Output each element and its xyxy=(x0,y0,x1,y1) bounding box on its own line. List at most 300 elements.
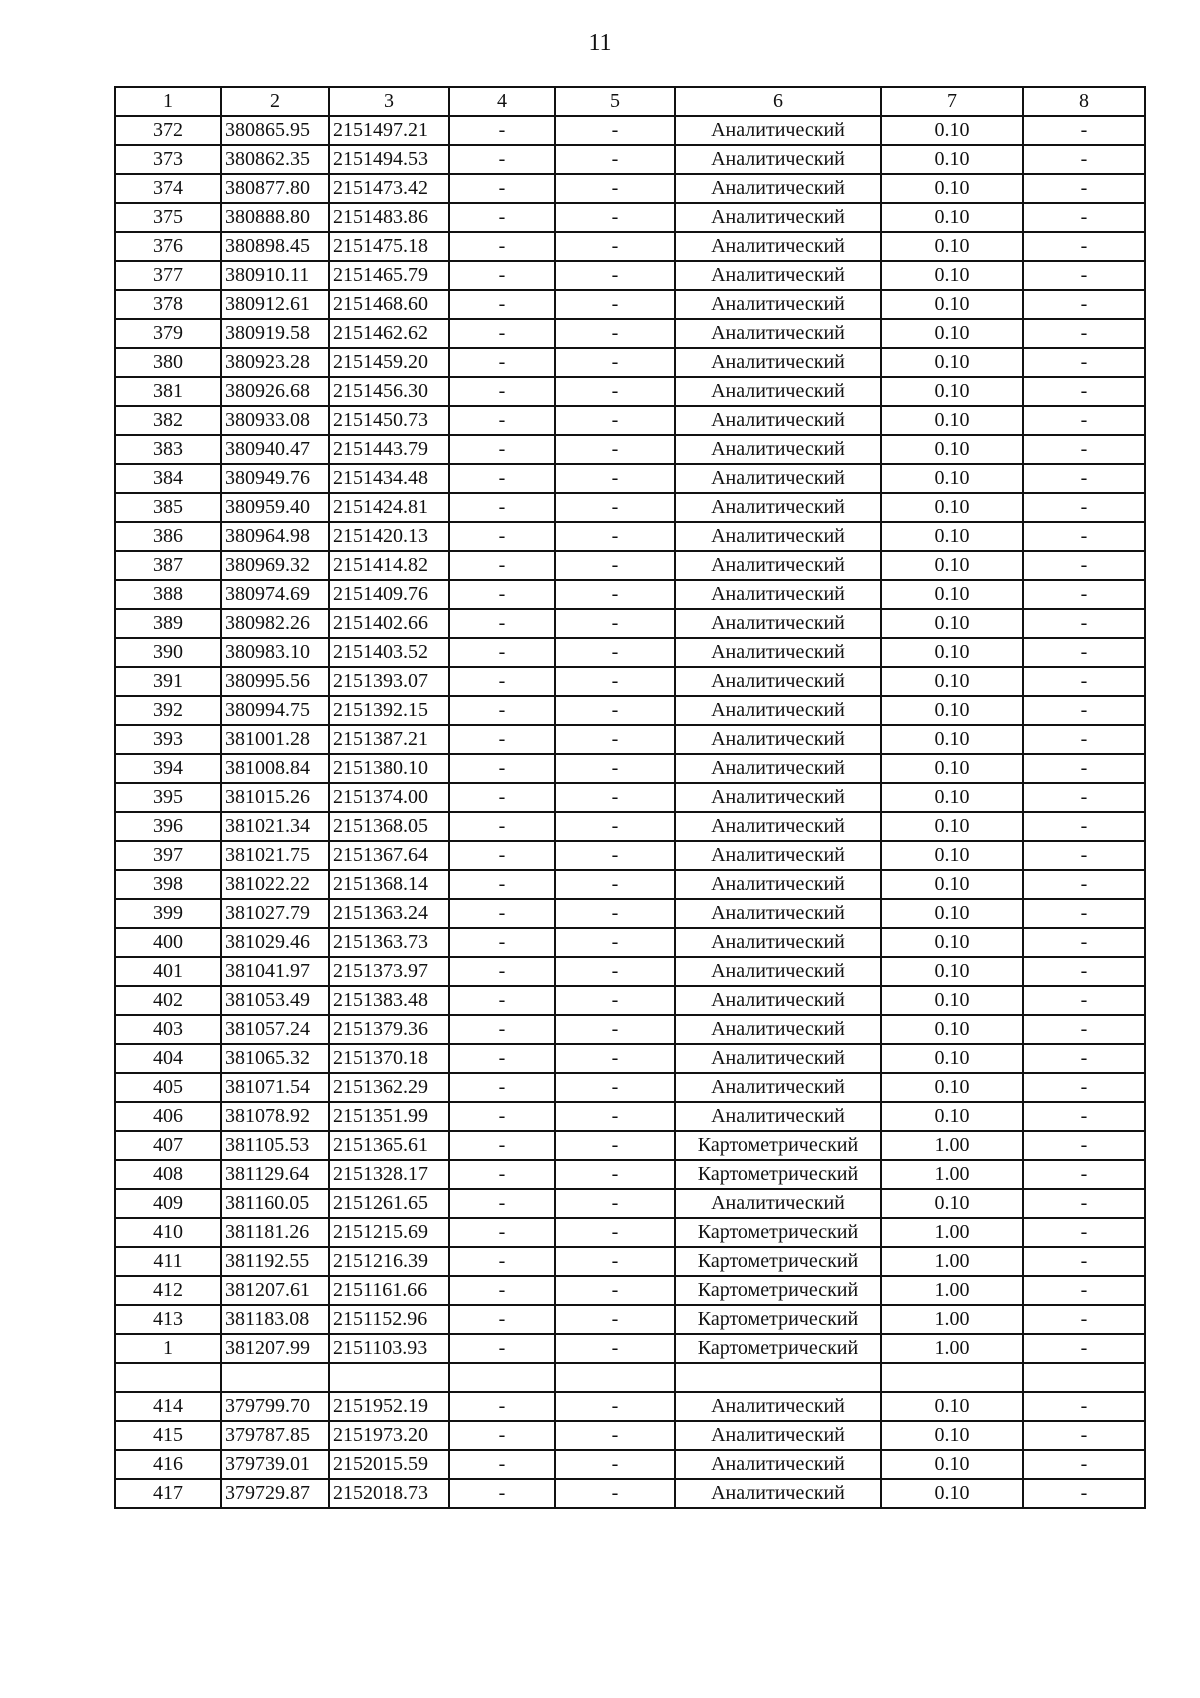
method-cell: Аналитический xyxy=(675,406,881,435)
col-8-value-cell: - xyxy=(1023,174,1145,203)
y-coordinate-cell: 2151383.48 xyxy=(329,986,449,1015)
col-8-value-cell: - xyxy=(1023,145,1145,174)
method-cell: Аналитический xyxy=(675,1450,881,1479)
table-row xyxy=(115,609,1145,638)
col-8-value-cell: - xyxy=(1023,1044,1145,1073)
col-4-value-cell: - xyxy=(449,348,555,377)
col-8-value-cell: - xyxy=(1023,696,1145,725)
x-coordinate-cell: 380983.10 xyxy=(221,638,329,667)
col-5-value-cell: - xyxy=(555,551,675,580)
method-cell: Аналитический xyxy=(675,841,881,870)
col-8-value-cell: - xyxy=(1023,522,1145,551)
accuracy-cell: 0.10 xyxy=(881,580,1023,609)
accuracy-cell: 0.10 xyxy=(881,1450,1023,1479)
table-row xyxy=(115,1189,1145,1218)
point-number-cell: 384 xyxy=(115,464,221,493)
accuracy-cell: 0.10 xyxy=(881,957,1023,986)
method-cell: Аналитический xyxy=(675,928,881,957)
x-coordinate-cell: 381129.64 xyxy=(221,1160,329,1189)
table-row xyxy=(115,348,1145,377)
x-coordinate-cell: 381041.97 xyxy=(221,957,329,986)
accuracy-cell: 0.10 xyxy=(881,290,1023,319)
column-header: 4 xyxy=(449,87,555,116)
col-8-value-cell: - xyxy=(1023,232,1145,261)
method-cell: Аналитический xyxy=(675,638,881,667)
col-5-value-cell: - xyxy=(555,406,675,435)
col-8-value-cell: - xyxy=(1023,580,1145,609)
point-number-cell: 385 xyxy=(115,493,221,522)
col-5-value-cell xyxy=(555,1363,675,1392)
x-coordinate-cell: 381160.05 xyxy=(221,1189,329,1218)
table-row xyxy=(115,464,1145,493)
col-5-value-cell: - xyxy=(555,1392,675,1421)
col-4-value-cell: - xyxy=(449,435,555,464)
y-coordinate-cell: 2151473.42 xyxy=(329,174,449,203)
y-coordinate-cell: 2151456.30 xyxy=(329,377,449,406)
col-4-value-cell: - xyxy=(449,203,555,232)
col-8-value-cell: - xyxy=(1023,1247,1145,1276)
col-8-value-cell: - xyxy=(1023,609,1145,638)
accuracy-cell: 1.00 xyxy=(881,1131,1023,1160)
col-4-value-cell: - xyxy=(449,638,555,667)
method-cell: Аналитический xyxy=(675,783,881,812)
col-8-value-cell: - xyxy=(1023,638,1145,667)
table-row xyxy=(115,580,1145,609)
col-4-value-cell: - xyxy=(449,406,555,435)
col-4-value-cell xyxy=(449,1363,555,1392)
y-coordinate-cell: 2151215.69 xyxy=(329,1218,449,1247)
method-cell: Аналитический xyxy=(675,261,881,290)
table-row xyxy=(115,957,1145,986)
col-8-value-cell: - xyxy=(1023,290,1145,319)
point-number-cell: 373 xyxy=(115,145,221,174)
method-cell: Аналитический xyxy=(675,1073,881,1102)
col-5-value-cell: - xyxy=(555,116,675,145)
table-row xyxy=(115,870,1145,899)
col-5-value-cell: - xyxy=(555,1479,675,1508)
y-coordinate-cell: 2151152.96 xyxy=(329,1305,449,1334)
table-row xyxy=(115,812,1145,841)
point-number-cell: 381 xyxy=(115,377,221,406)
col-8-value-cell: - xyxy=(1023,116,1145,145)
col-8-value-cell: - xyxy=(1023,812,1145,841)
y-coordinate-cell: 2151261.65 xyxy=(329,1189,449,1218)
col-4-value-cell: - xyxy=(449,1073,555,1102)
point-number-cell xyxy=(115,1363,221,1392)
method-cell: Аналитический xyxy=(675,1102,881,1131)
accuracy-cell: 0.10 xyxy=(881,464,1023,493)
table-row xyxy=(115,319,1145,348)
table-row xyxy=(115,1421,1145,1450)
col-8-value-cell: - xyxy=(1023,1131,1145,1160)
table-row xyxy=(115,1131,1145,1160)
point-number-cell: 409 xyxy=(115,1189,221,1218)
point-number-cell: 399 xyxy=(115,899,221,928)
point-number-cell: 390 xyxy=(115,638,221,667)
accuracy-cell: 0.10 xyxy=(881,899,1023,928)
col-5-value-cell: - xyxy=(555,870,675,899)
accuracy-cell: 0.10 xyxy=(881,145,1023,174)
col-4-value-cell: - xyxy=(449,696,555,725)
y-coordinate-cell: 2151494.53 xyxy=(329,145,449,174)
col-5-value-cell: - xyxy=(555,522,675,551)
y-coordinate-cell: 2151365.61 xyxy=(329,1131,449,1160)
method-cell: Аналитический xyxy=(675,580,881,609)
col-4-value-cell: - xyxy=(449,319,555,348)
col-8-value-cell xyxy=(1023,1363,1145,1392)
x-coordinate-cell: 380888.80 xyxy=(221,203,329,232)
col-4-value-cell: - xyxy=(449,1102,555,1131)
accuracy-cell: 0.10 xyxy=(881,203,1023,232)
method-cell: Аналитический xyxy=(675,1392,881,1421)
col-4-value-cell: - xyxy=(449,1189,555,1218)
point-number-cell: 1 xyxy=(115,1334,221,1363)
col-5-value-cell: - xyxy=(555,812,675,841)
col-5-value-cell: - xyxy=(555,1305,675,1334)
table-row xyxy=(115,406,1145,435)
y-coordinate-cell: 2151420.13 xyxy=(329,522,449,551)
coordinates-table xyxy=(114,86,1146,1509)
accuracy-cell: 0.10 xyxy=(881,377,1023,406)
col-4-value-cell: - xyxy=(449,145,555,174)
col-5-value-cell: - xyxy=(555,957,675,986)
table-row xyxy=(115,754,1145,783)
method-cell: Аналитический xyxy=(675,957,881,986)
col-5-value-cell: - xyxy=(555,493,675,522)
x-coordinate-cell: 380982.26 xyxy=(221,609,329,638)
x-coordinate-cell: 381192.55 xyxy=(221,1247,329,1276)
col-4-value-cell: - xyxy=(449,870,555,899)
column-header: 2 xyxy=(221,87,329,116)
y-coordinate-cell: 2151362.29 xyxy=(329,1073,449,1102)
col-4-value-cell: - xyxy=(449,1131,555,1160)
y-coordinate-cell: 2151351.99 xyxy=(329,1102,449,1131)
x-coordinate-cell: 380862.35 xyxy=(221,145,329,174)
point-number-cell: 380 xyxy=(115,348,221,377)
method-cell: Аналитический xyxy=(675,696,881,725)
table-row xyxy=(115,725,1145,754)
method-cell: Картометрический xyxy=(675,1218,881,1247)
col-5-value-cell: - xyxy=(555,203,675,232)
y-coordinate-cell: 2151393.07 xyxy=(329,667,449,696)
table-row xyxy=(115,1218,1145,1247)
method-cell: Картометрический xyxy=(675,1247,881,1276)
col-8-value-cell: - xyxy=(1023,928,1145,957)
x-coordinate-cell: 380923.28 xyxy=(221,348,329,377)
x-coordinate-cell: 380912.61 xyxy=(221,290,329,319)
col-4-value-cell: - xyxy=(449,957,555,986)
col-5-value-cell: - xyxy=(555,1131,675,1160)
col-8-value-cell: - xyxy=(1023,203,1145,232)
method-cell: Аналитический xyxy=(675,1421,881,1450)
table-row xyxy=(115,899,1145,928)
accuracy-cell: 0.10 xyxy=(881,609,1023,638)
y-coordinate-cell: 2151475.18 xyxy=(329,232,449,261)
method-cell: Аналитический xyxy=(675,725,881,754)
point-number-cell: 408 xyxy=(115,1160,221,1189)
col-5-value-cell: - xyxy=(555,841,675,870)
x-coordinate-cell: 381207.61 xyxy=(221,1276,329,1305)
x-coordinate-cell: 381207.99 xyxy=(221,1334,329,1363)
accuracy-cell: 0.10 xyxy=(881,319,1023,348)
x-coordinate-cell: 380910.11 xyxy=(221,261,329,290)
point-number-cell: 407 xyxy=(115,1131,221,1160)
column-header: 8 xyxy=(1023,87,1145,116)
method-cell: Аналитический xyxy=(675,1015,881,1044)
col-4-value-cell: - xyxy=(449,116,555,145)
point-number-cell: 417 xyxy=(115,1479,221,1508)
col-8-value-cell: - xyxy=(1023,1479,1145,1508)
col-8-value-cell: - xyxy=(1023,1450,1145,1479)
table-row xyxy=(115,1450,1145,1479)
x-coordinate-cell: 380926.68 xyxy=(221,377,329,406)
y-coordinate-cell: 2151402.66 xyxy=(329,609,449,638)
x-coordinate-cell: 381027.79 xyxy=(221,899,329,928)
y-coordinate-cell: 2151459.20 xyxy=(329,348,449,377)
y-coordinate-cell: 2151434.48 xyxy=(329,464,449,493)
y-coordinate-cell: 2151468.60 xyxy=(329,290,449,319)
col-4-value-cell: - xyxy=(449,812,555,841)
accuracy-cell: 0.10 xyxy=(881,232,1023,261)
y-coordinate-cell: 2151373.97 xyxy=(329,957,449,986)
col-4-value-cell: - xyxy=(449,928,555,957)
method-cell: Аналитический xyxy=(675,464,881,493)
col-5-value-cell: - xyxy=(555,1421,675,1450)
accuracy-cell: 0.10 xyxy=(881,493,1023,522)
col-5-value-cell: - xyxy=(555,783,675,812)
col-5-value-cell: - xyxy=(555,899,675,928)
table-row xyxy=(115,1102,1145,1131)
col-5-value-cell: - xyxy=(555,232,675,261)
col-4-value-cell: - xyxy=(449,1305,555,1334)
col-8-value-cell: - xyxy=(1023,1334,1145,1363)
col-8-value-cell: - xyxy=(1023,261,1145,290)
col-5-value-cell: - xyxy=(555,348,675,377)
table-row xyxy=(115,841,1145,870)
col-4-value-cell: - xyxy=(449,1044,555,1073)
y-coordinate-cell xyxy=(329,1363,449,1392)
col-8-value-cell: - xyxy=(1023,986,1145,1015)
col-8-value-cell: - xyxy=(1023,1189,1145,1218)
y-coordinate-cell: 2151379.36 xyxy=(329,1015,449,1044)
col-5-value-cell: - xyxy=(555,1276,675,1305)
x-coordinate-cell: 381053.49 xyxy=(221,986,329,1015)
accuracy-cell: 0.10 xyxy=(881,928,1023,957)
accuracy-cell: 1.00 xyxy=(881,1247,1023,1276)
x-coordinate-cell: 381022.22 xyxy=(221,870,329,899)
method-cell: Аналитический xyxy=(675,203,881,232)
point-number-cell: 406 xyxy=(115,1102,221,1131)
x-coordinate-cell: 381029.46 xyxy=(221,928,329,957)
col-8-value-cell: - xyxy=(1023,319,1145,348)
col-4-value-cell: - xyxy=(449,1392,555,1421)
table-row xyxy=(115,1247,1145,1276)
y-coordinate-cell: 2151103.93 xyxy=(329,1334,449,1363)
col-4-value-cell: - xyxy=(449,261,555,290)
column-header: 5 xyxy=(555,87,675,116)
col-4-value-cell: - xyxy=(449,290,555,319)
point-number-cell: 392 xyxy=(115,696,221,725)
x-coordinate-cell: 381105.53 xyxy=(221,1131,329,1160)
col-4-value-cell: - xyxy=(449,522,555,551)
x-coordinate-cell: 380919.58 xyxy=(221,319,329,348)
x-coordinate-cell: 379799.70 xyxy=(221,1392,329,1421)
point-number-cell: 401 xyxy=(115,957,221,986)
table-row xyxy=(115,986,1145,1015)
col-4-value-cell: - xyxy=(449,1160,555,1189)
x-coordinate-cell: 380933.08 xyxy=(221,406,329,435)
table-row xyxy=(115,1334,1145,1363)
accuracy-cell: 0.10 xyxy=(881,435,1023,464)
method-cell: Аналитический xyxy=(675,1044,881,1073)
point-number-cell: 410 xyxy=(115,1218,221,1247)
accuracy-cell: 0.10 xyxy=(881,841,1023,870)
col-5-value-cell: - xyxy=(555,261,675,290)
y-coordinate-cell: 2151216.39 xyxy=(329,1247,449,1276)
col-4-value-cell: - xyxy=(449,783,555,812)
y-coordinate-cell: 2151483.86 xyxy=(329,203,449,232)
col-5-value-cell: - xyxy=(555,609,675,638)
method-cell: Аналитический xyxy=(675,174,881,203)
y-coordinate-cell: 2151414.82 xyxy=(329,551,449,580)
y-coordinate-cell: 2151161.66 xyxy=(329,1276,449,1305)
column-header: 7 xyxy=(881,87,1023,116)
table-row xyxy=(115,1479,1145,1508)
method-cell: Картометрический xyxy=(675,1305,881,1334)
col-5-value-cell: - xyxy=(555,464,675,493)
col-4-value-cell: - xyxy=(449,1276,555,1305)
accuracy-cell: 0.10 xyxy=(881,261,1023,290)
col-8-value-cell: - xyxy=(1023,1276,1145,1305)
col-5-value-cell: - xyxy=(555,1450,675,1479)
method-cell: Картометрический xyxy=(675,1160,881,1189)
point-number-cell: 400 xyxy=(115,928,221,957)
accuracy-cell: 0.10 xyxy=(881,638,1023,667)
point-number-cell: 403 xyxy=(115,1015,221,1044)
col-5-value-cell: - xyxy=(555,1334,675,1363)
col-4-value-cell: - xyxy=(449,609,555,638)
col-4-value-cell: - xyxy=(449,725,555,754)
y-coordinate-cell: 2151374.00 xyxy=(329,783,449,812)
col-4-value-cell: - xyxy=(449,1247,555,1276)
method-cell: Аналитический xyxy=(675,870,881,899)
accuracy-cell: 0.10 xyxy=(881,551,1023,580)
col-5-value-cell: - xyxy=(555,290,675,319)
table-row xyxy=(115,783,1145,812)
point-number-cell: 413 xyxy=(115,1305,221,1334)
col-5-value-cell: - xyxy=(555,1218,675,1247)
col-5-value-cell: - xyxy=(555,580,675,609)
table-row xyxy=(115,174,1145,203)
y-coordinate-cell: 2151392.15 xyxy=(329,696,449,725)
col-8-value-cell: - xyxy=(1023,435,1145,464)
accuracy-cell: 0.10 xyxy=(881,754,1023,783)
accuracy-cell: 0.10 xyxy=(881,116,1023,145)
method-cell xyxy=(675,1363,881,1392)
col-8-value-cell: - xyxy=(1023,667,1145,696)
x-coordinate-cell: 380964.98 xyxy=(221,522,329,551)
col-5-value-cell: - xyxy=(555,754,675,783)
y-coordinate-cell: 2152018.73 xyxy=(329,1479,449,1508)
x-coordinate-cell: 380877.80 xyxy=(221,174,329,203)
accuracy-cell: 1.00 xyxy=(881,1334,1023,1363)
y-coordinate-cell: 2151370.18 xyxy=(329,1044,449,1073)
table-row xyxy=(115,290,1145,319)
x-coordinate-cell: 380974.69 xyxy=(221,580,329,609)
col-8-value-cell: - xyxy=(1023,377,1145,406)
col-5-value-cell: - xyxy=(555,638,675,667)
x-coordinate-cell: 381181.26 xyxy=(221,1218,329,1247)
method-cell: Аналитический xyxy=(675,986,881,1015)
method-cell: Картометрический xyxy=(675,1276,881,1305)
point-number-cell: 394 xyxy=(115,754,221,783)
method-cell: Аналитический xyxy=(675,493,881,522)
column-header: 1 xyxy=(115,87,221,116)
y-coordinate-cell: 2151497.21 xyxy=(329,116,449,145)
column-header: 3 xyxy=(329,87,449,116)
x-coordinate-cell: 381057.24 xyxy=(221,1015,329,1044)
col-4-value-cell: - xyxy=(449,1218,555,1247)
table-row xyxy=(115,638,1145,667)
accuracy-cell: 0.10 xyxy=(881,1392,1023,1421)
col-5-value-cell: - xyxy=(555,1189,675,1218)
y-coordinate-cell: 2151952.19 xyxy=(329,1392,449,1421)
col-4-value-cell: - xyxy=(449,1450,555,1479)
method-cell: Аналитический xyxy=(675,435,881,464)
col-5-value-cell: - xyxy=(555,1044,675,1073)
x-coordinate-cell: 379729.87 xyxy=(221,1479,329,1508)
accuracy-cell: 0.10 xyxy=(881,986,1023,1015)
y-coordinate-cell: 2151363.73 xyxy=(329,928,449,957)
col-8-value-cell: - xyxy=(1023,725,1145,754)
point-number-cell: 386 xyxy=(115,522,221,551)
accuracy-cell: 0.10 xyxy=(881,783,1023,812)
x-coordinate-cell: 380969.32 xyxy=(221,551,329,580)
accuracy-cell: 1.00 xyxy=(881,1305,1023,1334)
col-8-value-cell: - xyxy=(1023,754,1145,783)
point-number-cell: 412 xyxy=(115,1276,221,1305)
col-5-value-cell: - xyxy=(555,696,675,725)
x-coordinate-cell: 379739.01 xyxy=(221,1450,329,1479)
y-coordinate-cell: 2151328.17 xyxy=(329,1160,449,1189)
col-8-value-cell: - xyxy=(1023,899,1145,928)
point-number-cell: 379 xyxy=(115,319,221,348)
method-cell: Аналитический xyxy=(675,754,881,783)
table-row xyxy=(115,1392,1145,1421)
col-5-value-cell: - xyxy=(555,1247,675,1276)
method-cell: Картометрический xyxy=(675,1334,881,1363)
point-number-cell: 416 xyxy=(115,1450,221,1479)
table-row xyxy=(115,667,1145,696)
accuracy-cell: 0.10 xyxy=(881,174,1023,203)
page-number: 11 xyxy=(588,30,612,56)
col-8-value-cell: - xyxy=(1023,493,1145,522)
table-row xyxy=(115,1073,1145,1102)
col-4-value-cell: - xyxy=(449,493,555,522)
x-coordinate-cell: 381015.26 xyxy=(221,783,329,812)
x-coordinate-cell: 380994.75 xyxy=(221,696,329,725)
table-row xyxy=(115,435,1145,464)
col-5-value-cell: - xyxy=(555,319,675,348)
method-cell: Аналитический xyxy=(675,290,881,319)
y-coordinate-cell: 2151368.05 xyxy=(329,812,449,841)
y-coordinate-cell: 2151403.52 xyxy=(329,638,449,667)
col-5-value-cell: - xyxy=(555,1073,675,1102)
point-number-cell: 395 xyxy=(115,783,221,812)
method-cell: Аналитический xyxy=(675,145,881,174)
accuracy-cell: 0.10 xyxy=(881,1479,1023,1508)
x-coordinate-cell: 381071.54 xyxy=(221,1073,329,1102)
